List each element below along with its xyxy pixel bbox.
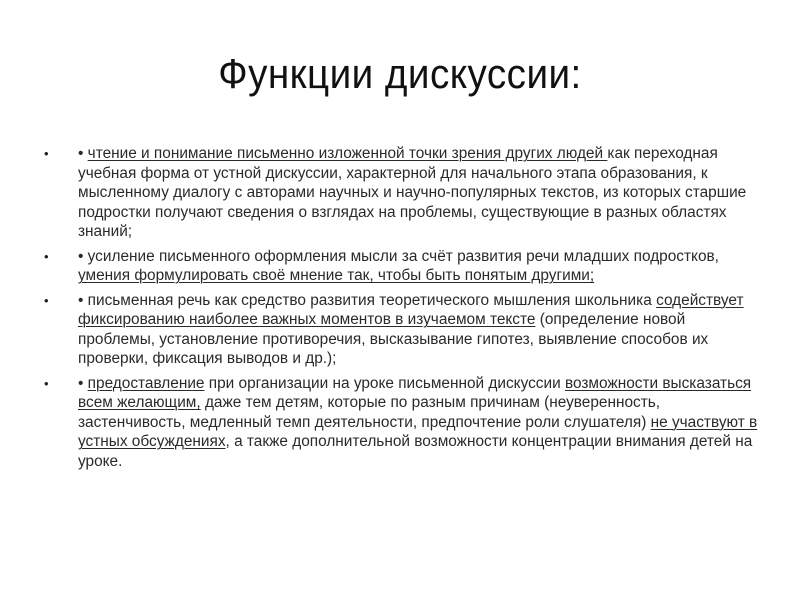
underlined-segment: не участвуют в устных обсуждениях [78,413,758,450]
bullet-icon: • [44,146,49,161]
underlined-segment: возможности высказаться всем желающим, [78,374,752,411]
bullet-icon: • [44,375,49,391]
list-item [44,374,764,472]
list-item [44,144,764,242]
text-segment: • усиление письменного оформления мысли за счёт развития речи младших подростков, [78,247,719,265]
text-segment: при организации на уроке письменной дискуссии [204,374,565,392]
underlined-segment: предоставление [87,374,205,392]
text-segment: • [78,145,88,162]
text-segment: , а также дополнительной возможности концентрации внимания детей на уроке. [78,433,753,470]
text-segment: • [78,374,88,392]
text-segment: (определение новой проблемы, установление противоречия, высказывание гипотез, выявление способов их проверки, фиксация выводов и др.); [78,311,709,367]
bullet-list [44,144,764,476]
list-item [44,291,764,369]
bullet-icon: • [44,292,49,308]
underlined-segment: чтение и понимание письменно изложенной точки зрения других людей [87,145,608,162]
item-text [78,145,746,240]
underlined-segment: умения формулировать своё мнение так, чтобы быть понятым другими; [78,267,595,284]
text-segment: • письменная речь как средство развития теоретического мышления школьника [78,291,657,309]
list-item [44,247,764,286]
item-text [78,375,757,470]
item-text [78,248,719,285]
item-text [78,292,744,368]
bullet-icon: • [44,248,49,264]
slide-title: Функции дискуссии: [218,50,582,97]
text-segment: даже тем детям, которые по разным причинам (неуверенность, застенчивость, медленный темп деятельности, предпочтение роли слушателя) [78,394,661,431]
underlined-segment: содействует фиксированию наиболее важных моментов в изучаемом тексте [78,291,744,328]
text-segment: как переходная учебная форма от устной дискуссии, характерной для начального этапа образования, к мысленному диалогу с авторами научных и научно-популярных текстов, из которых старшие подростки получают сведения о взглядах на проблемы, существующие в разных областях знаний; [78,145,747,240]
